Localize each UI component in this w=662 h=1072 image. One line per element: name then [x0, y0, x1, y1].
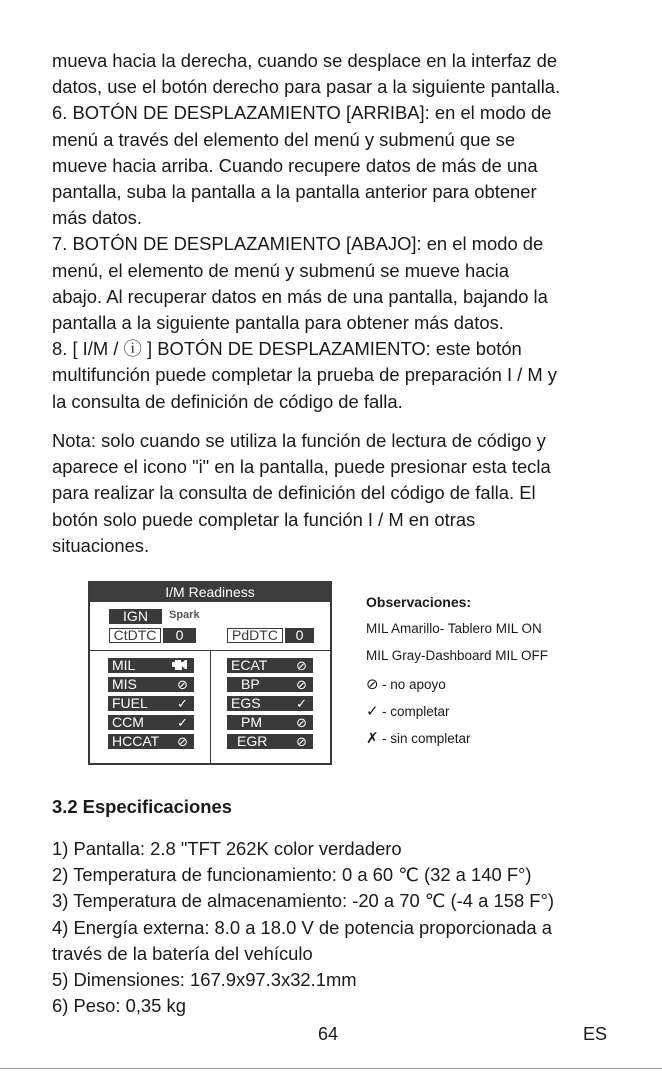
not-supported-icon: ⊘: [296, 715, 307, 730]
im-readiness-screen: [88, 581, 332, 765]
legend-text: - no apoyo: [382, 677, 446, 692]
body-paragraph-note: [52, 428, 622, 559]
spec-item: 2) Temperatura de funcionamiento: 0 a 60 ℃ (32 a 140 F°): [52, 864, 532, 886]
monitor-egr: [227, 734, 313, 749]
ign-label: IGN: [109, 609, 162, 624]
pddtc-value: 0: [285, 628, 314, 643]
monitor-mil: [108, 658, 194, 673]
page-number: 64: [318, 1024, 339, 1044]
spec-item: 3) Temperatura de almacenamiento: -20 a 70 ℃ (-4 a 158 F°): [52, 890, 554, 912]
spark-label: Spark: [169, 609, 200, 621]
legend-text: - completar: [382, 704, 450, 719]
monitor-label: MIL: [112, 657, 136, 673]
language-code: ES: [583, 1024, 608, 1044]
monitor-hccat: [108, 734, 194, 749]
monitor-label: CCM: [112, 714, 144, 730]
monitor-label: FUEL: [112, 695, 148, 711]
monitor-label: EGR: [237, 733, 268, 749]
monitor-label: ECAT: [231, 657, 268, 673]
text-line: abajo. Al recuperar datos en más de una pantalla, bajando la: [52, 285, 548, 307]
spec-item: través de la batería del vehículo: [52, 942, 313, 964]
screen-title: I/M Readiness: [90, 583, 330, 602]
monitor-label: EGS: [231, 695, 261, 711]
check-icon: ✓: [366, 703, 379, 720]
engine-icon: [170, 658, 188, 674]
spec-item: 5) Dimensiones: 167.9x97.3x32.1mm: [52, 969, 357, 991]
text-line: pantalla a la siguiente pantalla para obtener más datos.: [52, 312, 504, 334]
text-line: multifunción puede completar la prueba de preparación I / M y: [52, 364, 558, 386]
check-icon: ✓: [296, 696, 307, 711]
text-line: 8. [ I/M / ⓘ ] BOTÓN DE DESPLAZAMIENTO: este botón: [52, 338, 522, 360]
legend-text: - sin completar: [382, 731, 471, 746]
text-line: menú, el elemento de menú y submenú se mueve hacia: [52, 259, 509, 281]
monitor-pm: [227, 715, 313, 730]
text-line: pantalla, suba la pantalla a la pantalla anterior para obtener: [52, 181, 537, 203]
monitor-bp: [227, 677, 313, 692]
legend-item: [366, 675, 446, 693]
monitor-ccm: [108, 715, 194, 730]
monitor-label: MIS: [112, 676, 137, 692]
page-edge-divider: [0, 1068, 662, 1069]
monitor-egs: [227, 696, 313, 711]
check-icon: ✓: [177, 696, 188, 711]
notes-title: Observaciones:: [366, 594, 472, 610]
spec-item: 1) Pantalla: 2.8 "TFT 262K color verdadero: [52, 838, 402, 859]
section-heading: 3.2 Especificaciones: [52, 796, 232, 817]
not-supported-icon: ⊘: [296, 658, 307, 673]
text-line: mueva hacia la derecha, cuando se desplace en la interfaz de: [52, 50, 558, 71]
legend-item: [366, 702, 450, 720]
spec-item: 6) Peso: 0,35 kg: [52, 995, 186, 1017]
ctdtc-label: CtDTC: [109, 628, 161, 643]
text-line: la consulta de definición de código de falla.: [52, 390, 403, 412]
monitor-label: PM: [241, 714, 262, 730]
text-line: datos, use el botón derecho para pasar a la siguiente pantalla.: [52, 76, 561, 98]
note-mil-off: MIL Gray-Dashboard MIL OFF: [366, 648, 549, 663]
text-line: menú a través del elemento del menú y submenú que se: [52, 128, 516, 150]
text-line: para realizar la consulta de definición del código de falla. El: [52, 482, 536, 504]
cross-icon: ✗: [366, 730, 379, 747]
spec-item: 4) Energía externa: 8.0 a 18.0 V de potencia proporcionada a: [52, 916, 552, 938]
text-line: botón solo puede completar la función I / M en otras: [52, 508, 476, 530]
monitor-mis: [108, 677, 194, 692]
not-supported-icon: ⊘: [296, 734, 307, 749]
ctdtc-value: 0: [163, 628, 196, 643]
legend-item: [366, 729, 471, 747]
not-supported-icon: ⊘: [177, 677, 188, 692]
not-supported-icon: ⊘: [296, 677, 307, 692]
monitor-label: HCCAT: [112, 733, 160, 749]
text-line: Nota: solo cuando se utiliza la función de lectura de código y: [52, 430, 546, 451]
text-line: 6. BOTÓN DE DESPLAZAMIENTO [ARRIBA]: en el modo de: [52, 102, 552, 124]
specs-list: [52, 836, 622, 1019]
monitor-fuel: [108, 696, 194, 711]
text-line: aparece el icono "i" en la pantalla, puede presionar esta tecla: [52, 456, 551, 478]
monitor-ecat: [227, 658, 313, 673]
text-line: 7. BOTÓN DE DESPLAZAMIENTO [ABAJO]: en el modo de: [52, 233, 544, 255]
body-paragraph-buttons: [52, 48, 622, 415]
not-supported-icon: ⊘: [177, 734, 188, 749]
note-mil-on: MIL Amarillo- Tablero MIL ON: [366, 621, 542, 636]
not-supported-icon: ⊘: [366, 676, 379, 693]
text-line: más datos.: [52, 207, 142, 229]
text-line: mueve hacia arriba. Cuando recupere datos de más de una: [52, 154, 538, 176]
check-icon: ✓: [177, 715, 188, 730]
monitor-label: BP: [241, 676, 260, 692]
divider: [210, 651, 211, 763]
text-line: situaciones.: [52, 534, 150, 556]
pddtc-label: PdDTC: [227, 628, 283, 643]
